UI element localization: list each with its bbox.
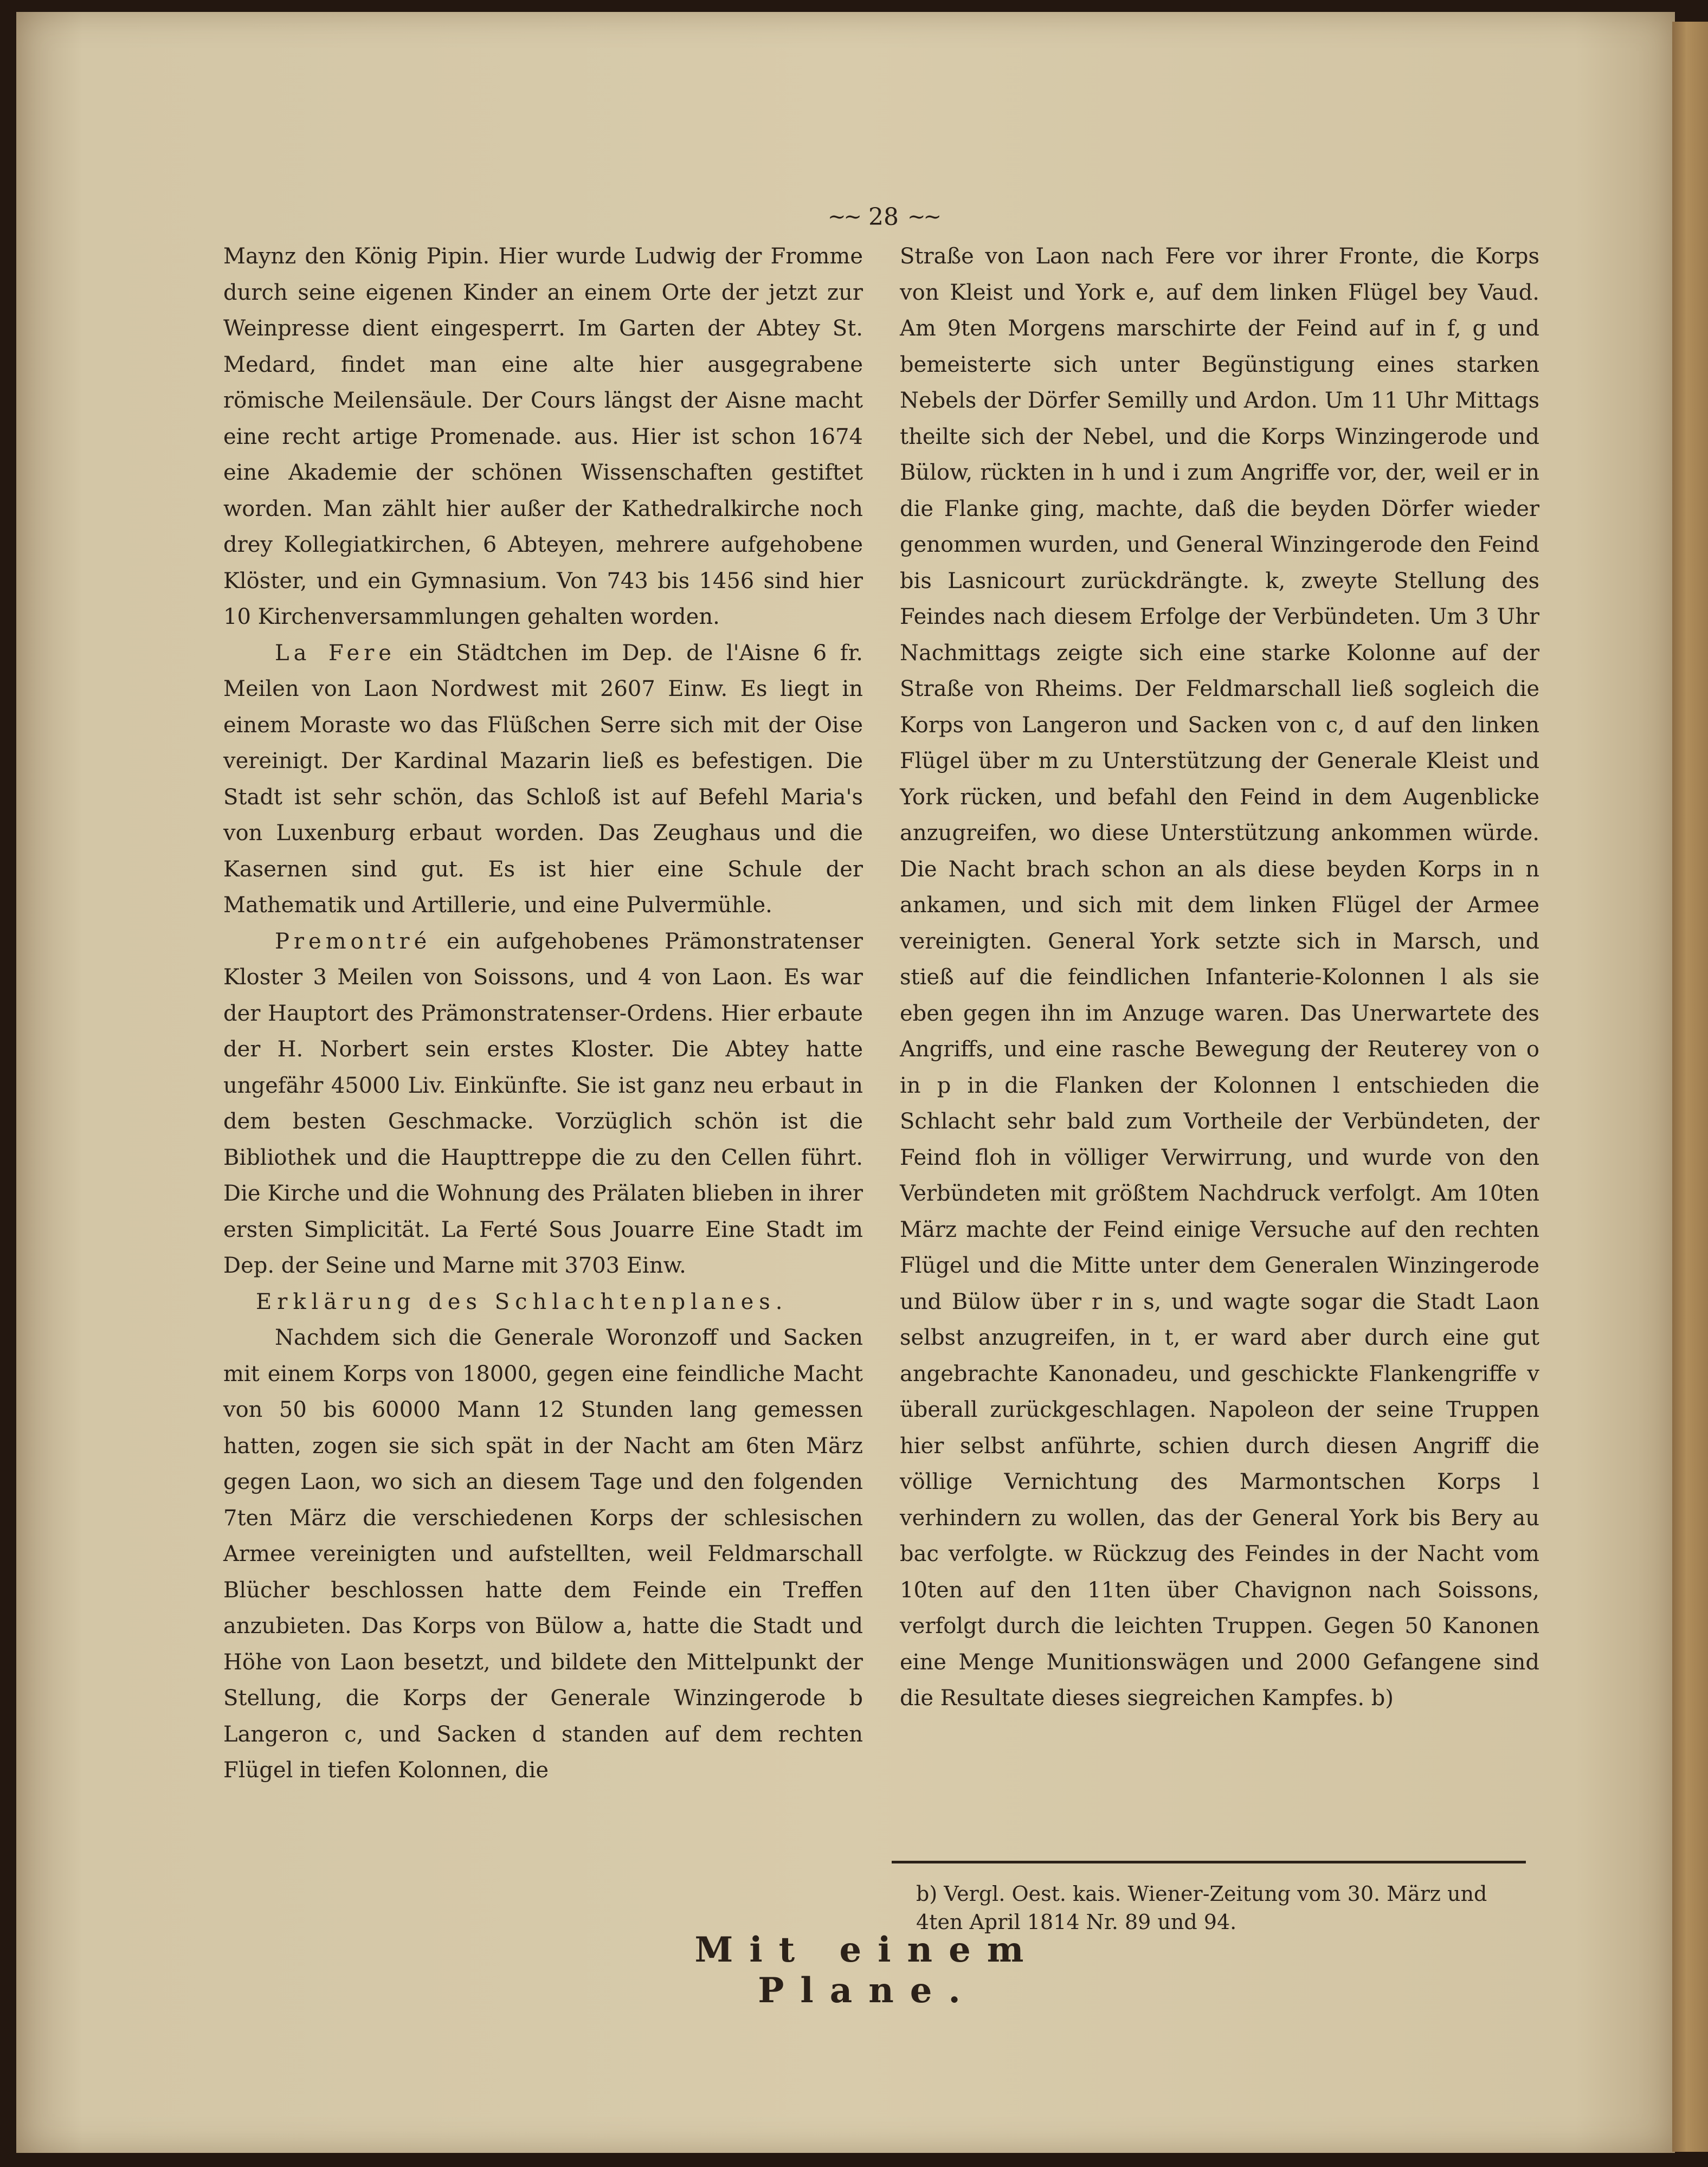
lead-premontre: Premontré — [275, 928, 431, 954]
section-heading: Erklärung des Schlachtenplanes. — [256, 1289, 788, 1314]
header-ornament-left: ~~ — [827, 204, 860, 229]
next-leaf-edge — [1672, 22, 1708, 2152]
footnote-rule — [892, 1861, 1526, 1863]
header-ornament-right: ~~ — [907, 204, 940, 229]
left-column — [223, 238, 863, 1789]
lead-la-fere: La Fere — [275, 640, 396, 666]
plan-label: Mit einem Plane. — [694, 1930, 1040, 2011]
page-header — [770, 198, 997, 236]
footnote: b) Vergl. Oest. kais. Wiener-Zeitung vom 30. März und 4ten April 1814 Nr. 89 und 94. — [916, 1882, 1487, 1934]
page-number: 28 — [868, 203, 899, 231]
paragraph-battle-continued: Straße von Laon nach Fere vor ihrer Fronte, die Korps von Kleist und York e, auf dem linken Flügel bey Vaud. Am 9ten Morgens marschirte der Feind auf in f, g und bemeisterte sich unter Begünstigung eines starken Nebels der Dörfer Semilly und Ardon. Um 11 Uhr Mittags theilte sich der Nebel, und die Korps Winzingerode und Bülow, rückten in h und i zum Angriffe vor, der, weil er in die Flanke ging, machte, daß die beyden Dörfer wieder genommen wurden, und General Winzingerode den Feind bis Lasnicourt zurückdrängte. k, zweyte Stellung des Feindes nach diesem Erfolge der Verbündeten. Um 3 Uhr Nachmittags zeigte sich eine starke Kolonne auf der Straße von Rheims. Der Feldmarschall ließ sogleich die Korps von Langeron und Sacken von c, d auf den linken Flügel über m zu Unterstützung der Generale Kleist und York rücken, und befahl den Feind in dem Augenblicke anzugreifen, wo diese Unterstützung ankommen würde. Die Nacht brach schon an als diese beyden Korps in n ankamen, und sich mit dem linken Flügel der Armee vereinigten. General York setzte sich in Marsch, und stieß auf die feindlichen Infanterie-Kolonnen l als sie eben gegen ihn im Anzuge waren. Das Unerwartete des Angriffs, und eine rasche Bewegung der Reuterey von o in p in die Flanken der Kolonnen l entschieden die Schlacht sehr bald zum Vortheile der Verbündeten, der Feind floh in völliger Verwirrung, und wurde von den Verbündeten mit größtem Nachdruck verfolgt. Am 10ten März machte der Feind einige Versuche auf den rechten Flügel und die Mitte unter dem Generalen Winzingerode und Bülow über r in s, und wagte sogar die Stadt Laon selbst anzugreifen, in t, er ward aber durch eine gut angebrachte Kanonadeu, und geschickte Flankengriffe v überall zurückgeschlagen. Napoleon der seine Truppen hier selbst anführte, schien durch diesen Angriff die völlige Vernichtung des Marmontschen Korps l verhindern zu wollen, das der General York bis Bery au bac verfolgte. w Rückzug des Feindes in der Nacht vom 10ten auf den 11ten über Chavignon nach Soissons, verfolgt durch die leichten Truppen. Gegen 50 Kanonen eine Menge Munitionswägen und 2000 Gefangene sind die Resultate dieses siegreichen Kampfes. b) — [900, 244, 1539, 1711]
right-column — [900, 238, 1539, 1717]
paragraph-battle-start: Nachdem sich die Generale Woronzoff und Sacken mit einem Korps von 18000, gegen eine feindliche Macht von 50 bis 60000 Mann 12 Stunden lang gemessen hatten, zogen sie sich spät in der Nacht am 6ten März gegen Laon, wo sich an diesem Tage und den folgenden 7ten März die verschiedenen Korps der schlesischen Armee vereinigten und aufstellten, weil Feldmarschall Blücher beschlossen hatte dem Feinde ein Treffen anzubieten. Das Korps von Bülow a, hatte die Stadt und Höhe von Laon besetzt, und bildete den Mittelpunkt der Stellung, die Korps der Generale Winzingerode b Langeron c, und Sacken d standen auf dem rechten Flügel in tiefen Kolonnen, die — [223, 1325, 863, 1783]
paragraph-premontre: Premontré ein aufgehobenes Prämonstratenser Kloster 3 Meilen von Soissons, und 4 von Laon. Es war der Hauptort des Prämonstratenser-Ordens. Hier erbaute der H. Norbert sein erstes Kloster. Die Abtey hatte ungefähr 45000 Liv. Einkünfte. Sie ist ganz neu erbaut in dem besten Geschmacke. Vorzüglich schön ist die Bibliothek und die Haupttreppe die zu den Cellen führt. Die Kirche und die Wohnung des Prälaten blieben in ihrer ersten Simplicität. La Ferté Sous Jouarre Eine Stadt im Dep. der Seine und Marne mit 3703 Einw. — [223, 928, 863, 1278]
paragraph-la-fere: La Fere ein Städtchen im Dep. de l'Aisne 6 fr. Meilen von Laon Nordwest mit 2607 Einw. Es liegt in einem Moraste wo das Flüßchen Serre sich mit der Oise vereinigt. Der Kardinal Mazarin ließ es befestigen. Die Stadt ist sehr schön, das Schloß ist auf Befehl Maria's von Luxenburg erbaut worden. Das Zeughaus und die Kasernen sind gut. Es ist hier eine Schule der Mathematik und Artillerie, und eine Pulvermühle. — [223, 640, 863, 918]
paragraph-soissons: Maynz den König Pipin. Hier wurde Ludwig der Fromme durch seine eigenen Kinder an einem Orte der jetzt zur Weinpresse dient eingesperrt. Im Garten der Abtey St. Medard, findet man eine alte hier ausgegrabene römische Meilensäule. Der Cours längst der Aisne macht eine recht artige Promenade. aus. Hier ist schon 1674 eine Akademie der schönen Wissenschaften gestiftet worden. Man zählt hier außer der Kathedralkirche noch drey Kollegiatkirchen, 6 Abteyen, mehrere aufgehobene Klöster, und ein Gymnasium. Von 743 bis 1456 sind hier 10 Kirchenversammlungen gehalten worden. — [223, 244, 863, 629]
